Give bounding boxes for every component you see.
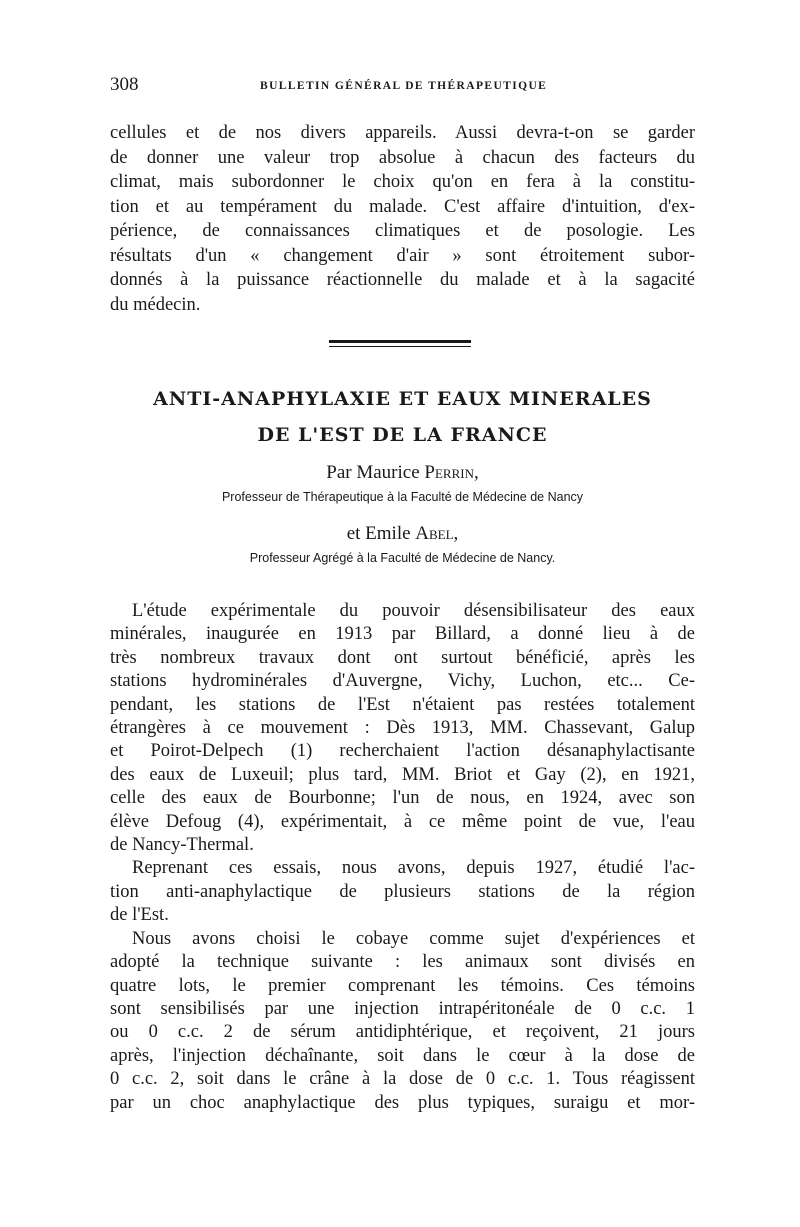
text-line: par un choc anaphylactique des plus typiques, suraigu et mor- — [110, 1092, 695, 1113]
text-line: celle des eaux de Bourbonne; l'un de nous, en 1924, avec son — [110, 788, 695, 809]
text-line: périence, de connaissances climatiques et de posologie. Les — [110, 221, 695, 241]
text-line: résultats d'un « changement d'air » sont étroitement subor- — [110, 245, 695, 266]
article-body — [110, 600, 695, 1115]
author-1-prefix: Par Maurice — [326, 462, 420, 483]
author-2-affiliation: Professeur Agrégé à la Faculté de Médecine de Nancy. — [249, 551, 556, 565]
text-line: étrangères à ce mouvement : Dès 1913, MM. Chassevant, Galup — [110, 718, 695, 739]
author-2-surname: Abel, — [415, 523, 459, 544]
text-line: tion et au tempérament du malade. C'est affaire d'intuition, d'ex- — [110, 196, 695, 217]
author-1-affiliation: Professeur de Thérapeutique à la Faculté de Médecine de Nancy — [221, 490, 584, 504]
text-line: Reprenant ces essais, nous avons, depuis 1927, étudié l'ac- — [132, 858, 695, 879]
article-title-line-2: DE L'EST DE LA FRANCE — [257, 424, 548, 446]
text-line: 0 c.c. 2, soit dans le crâne à la dose de 0 c.c. 1. Tous réagissent — [110, 1069, 695, 1090]
text-line: après, l'injection déchaînante, soit dans le cœur à la dose de — [110, 1045, 695, 1066]
text-line: cellules et de nos divers appareils. Aussi devra-t-on se garder — [110, 123, 695, 143]
text-line: sont sensibilisés par une injection intrapéritonéale de 0 c.c. 1 — [110, 998, 695, 1019]
text-line: tion anti-anaphylactique de plusieurs stations de la région — [110, 881, 695, 902]
text-line: donnés à la puissance réactionnelle du malade et à la sagacité — [110, 270, 695, 290]
text-line: des eaux de Luxeuil; plus tard, MM. Briot et Gay (2), en 1921, — [110, 764, 695, 785]
previous-article-ending — [110, 121, 695, 317]
text-line: Nous avons choisi le cobaye comme sujet d'expériences et — [132, 928, 695, 949]
text-line: climat, mais subordonner le choix qu'on en fera à la constitu- — [110, 172, 695, 192]
running-title: BULLETIN GÉNÉRAL DE THÉRAPEUTIQUE — [260, 80, 548, 92]
text-line: pendant, les stations de l'Est n'étaient pas restées totalement — [110, 694, 695, 715]
author-2-prefix: et Emile — [346, 523, 411, 544]
page-header — [110, 74, 695, 104]
author-1-surname: Perrin, — [424, 462, 479, 483]
text-line: et Poirot-Delpech (1) recherchaient l'action désanaphylactisante — [110, 741, 695, 762]
section-divider-thin — [329, 346, 471, 347]
author-2-byline — [110, 523, 695, 545]
text-line: de donner une valeur trop absolue à chacun des facteurs du — [110, 147, 695, 168]
text-line: minérales, inaugurée en 1913 par Billard, a donné lieu à de — [110, 624, 695, 645]
text-line: de Nancy-Thermal. — [110, 835, 254, 856]
text-line: élève Defoug (4), expérimentait, à ce même point de vue, l'eau — [110, 811, 695, 832]
text-line: du médecin. — [110, 294, 201, 315]
author-1-byline — [110, 462, 695, 484]
text-line: adopté la technique suivante : les animaux sont divisés en — [110, 952, 695, 973]
text-line: stations hydrominérales d'Auvergne, Vichy, Luchon, etc... Ce- — [110, 671, 695, 692]
text-line: de l'Est. — [110, 905, 169, 926]
article-title-line-1: ANTI-ANAPHYLAXIE ET EAUX MINERALES — [153, 388, 652, 410]
text-line: ou 0 c.c. 2 de sérum antidiphtérique, et reçoivent, 21 jours — [110, 1022, 695, 1043]
text-line: quatre lots, le premier comprenant les témoins. Ces témoins — [110, 975, 695, 996]
section-divider-thick — [329, 340, 471, 343]
text-line: L'étude expérimentale du pouvoir désensibilisateur des eaux — [132, 601, 695, 621]
text-line: très nombreux travaux dont ont surtout bénéficié, après les — [110, 647, 695, 668]
page-number: 308 — [110, 74, 139, 95]
